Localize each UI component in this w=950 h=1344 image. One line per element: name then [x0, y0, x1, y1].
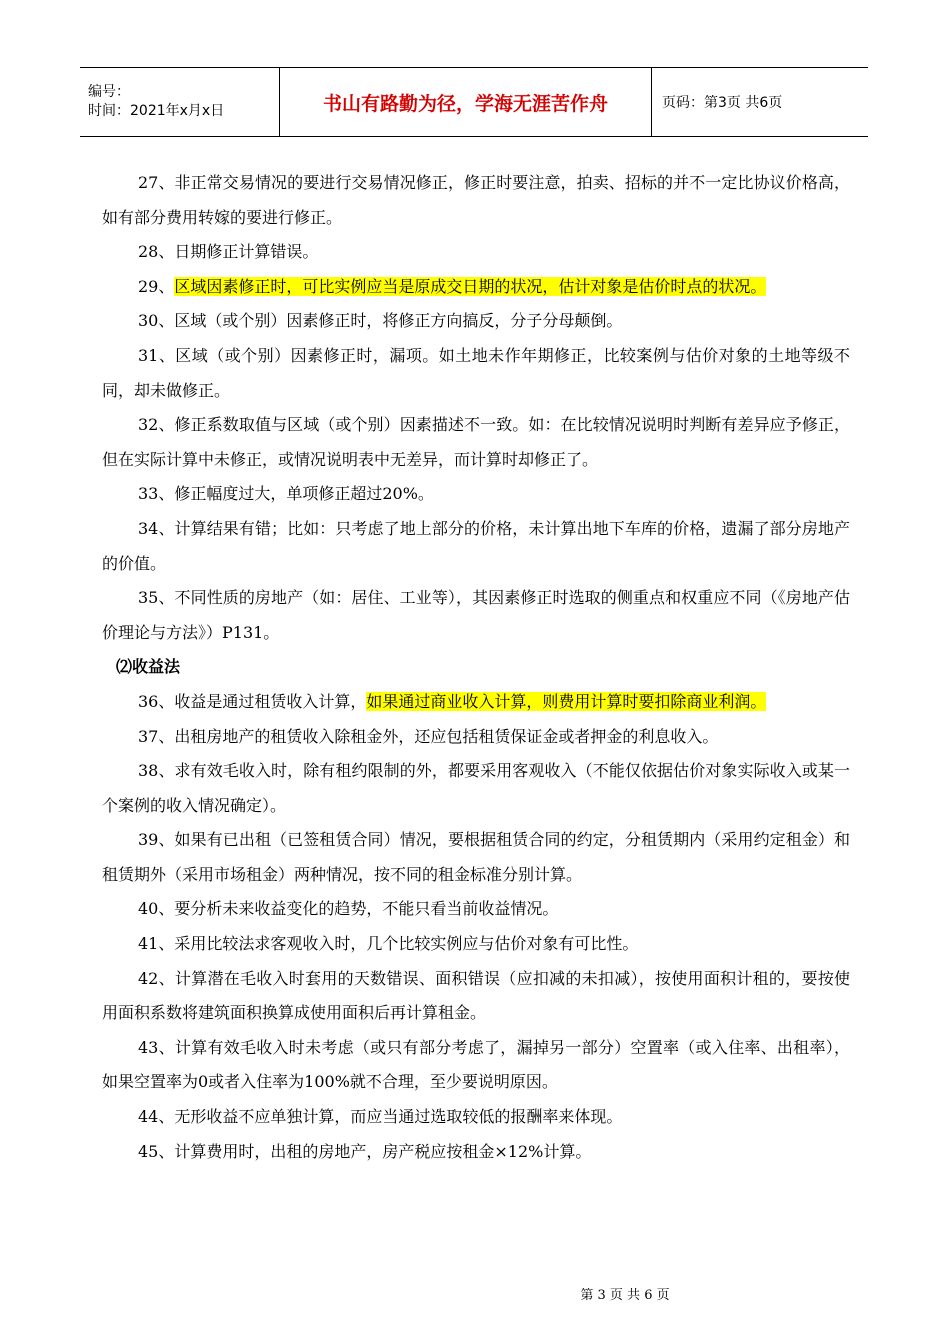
paragraph-43: 43、计算有效毛收入时未考虑（或只有部分考虑了，漏掉另一部分）空置率（或入住率、出租率），如果空置率为0或者入住率为100%就不合理，至少要说明原因。 [102, 1037, 850, 1092]
paragraph-32: 32、修正系数取值与区域（或个别）因素描述不一致。如：在比较情况说明时判断有差异应予修正，但在实际计算中未修正，或情况说明表中无差异，而计算时却修正了。 [102, 415, 850, 469]
paragraph-28: 28、日期修正计算错误。 [138, 242, 319, 262]
doc-time-label: 时间：2021年x月x日 [88, 103, 225, 119]
paragraph-29: 29、区域因素修正时，可比实例应当是原成交日期的状况，估计对象是估价时点的状况。 [138, 276, 767, 296]
paragraph-44: 44、无形收益不应单独计算，而应当通过选取较低的报酬率来体现。 [138, 1107, 623, 1127]
paragraph-41: 41、采用比较法求客观收入时，几个比较实例应与估价对象有可比性。 [138, 934, 639, 954]
header-meta [80, 68, 280, 136]
paragraph-37: 37、出租房地产的租赁收入除租金外，还应包括租赁保证金或者押金的利息收入。 [138, 726, 719, 746]
header-page-code: 页码：第3页 共6页 [662, 95, 783, 111]
section-title: ⑵收益法 [116, 657, 181, 677]
highlighted-text: 区域因素修正时，可比实例应当是原成交日期的状况，估计对象是估价时点的状况。 [174, 276, 767, 296]
paragraph-39: 39、如果有已出租（已签租赁合同）情况，要根据租赁合同的约定，分租赁期内（采用约定租金）和租赁期外（采用市场租金）两种情况，按不同的租金标准分别计算。 [102, 830, 850, 884]
paragraph-34: 34、计算结果有错；比如：只考虑了地上部分的价格，未计算出地下车库的价格，遗漏了部分房地产的价值。 [102, 518, 850, 573]
paragraph-45: 45、计算费用时，出租的房地产，房产税应按租金×12%计算。 [138, 1141, 592, 1161]
page-footer: 第 3 页 共 6 页 [580, 1288, 670, 1303]
paragraph-36: 36、收益是通过租赁收入计算，如果通过商业收入计算，则费用计算时要扣除商业利润。 [138, 691, 767, 711]
highlighted-text: 如果通过商业收入计算，则费用计算时要扣除商业利润。 [366, 691, 767, 711]
paragraph-38: 38、求有效毛收入时，除有租约限制的外，都要采用客观收入（不能仅依据估价对象实际收入或某一个案例的收入情况确定）。 [102, 761, 850, 815]
document-body [102, 166, 850, 1169]
paragraph-35: 35、不同性质的房地产（如：居住、工业等），其因素修正时选取的侧重点和权重应不同（《房地产估价理论与方法》）P131。 [102, 588, 850, 642]
doc-number-label: 编号： [88, 84, 130, 100]
paragraph-42: 42、计算潜在毛收入时套用的天数错误、面积错误（应扣减的未扣减），按使用面积计租的，要按使用面积系数将建筑面积换算成使用面积后再计算租金。 [102, 968, 850, 1023]
header-motto: 书山有路勤为径，学海无涯苦作舟 [280, 68, 652, 136]
paragraph-40: 40、要分析未来收益变化的趋势，不能只看当前收益情况。 [138, 899, 559, 919]
paragraph-33: 33、修正幅度过大，单项修正超过20%。 [138, 484, 434, 504]
paragraph-27: 27、非正常交易情况的要进行交易情况修正，修正时要注意，拍卖、招标的并不一定比协议价格高，如有部分费用转嫁的要进行修正。 [102, 173, 850, 227]
paragraph-31: 31、区域（或个别）因素修正时，漏项。如土地未作年期修正，比较案例与估价对象的土地等级不同，却未做修正。 [102, 345, 850, 400]
page-header [80, 67, 868, 137]
paragraph-30: 30、区域（或个别）因素修正时，将修正方向搞反，分子分母颠倒。 [138, 311, 623, 331]
